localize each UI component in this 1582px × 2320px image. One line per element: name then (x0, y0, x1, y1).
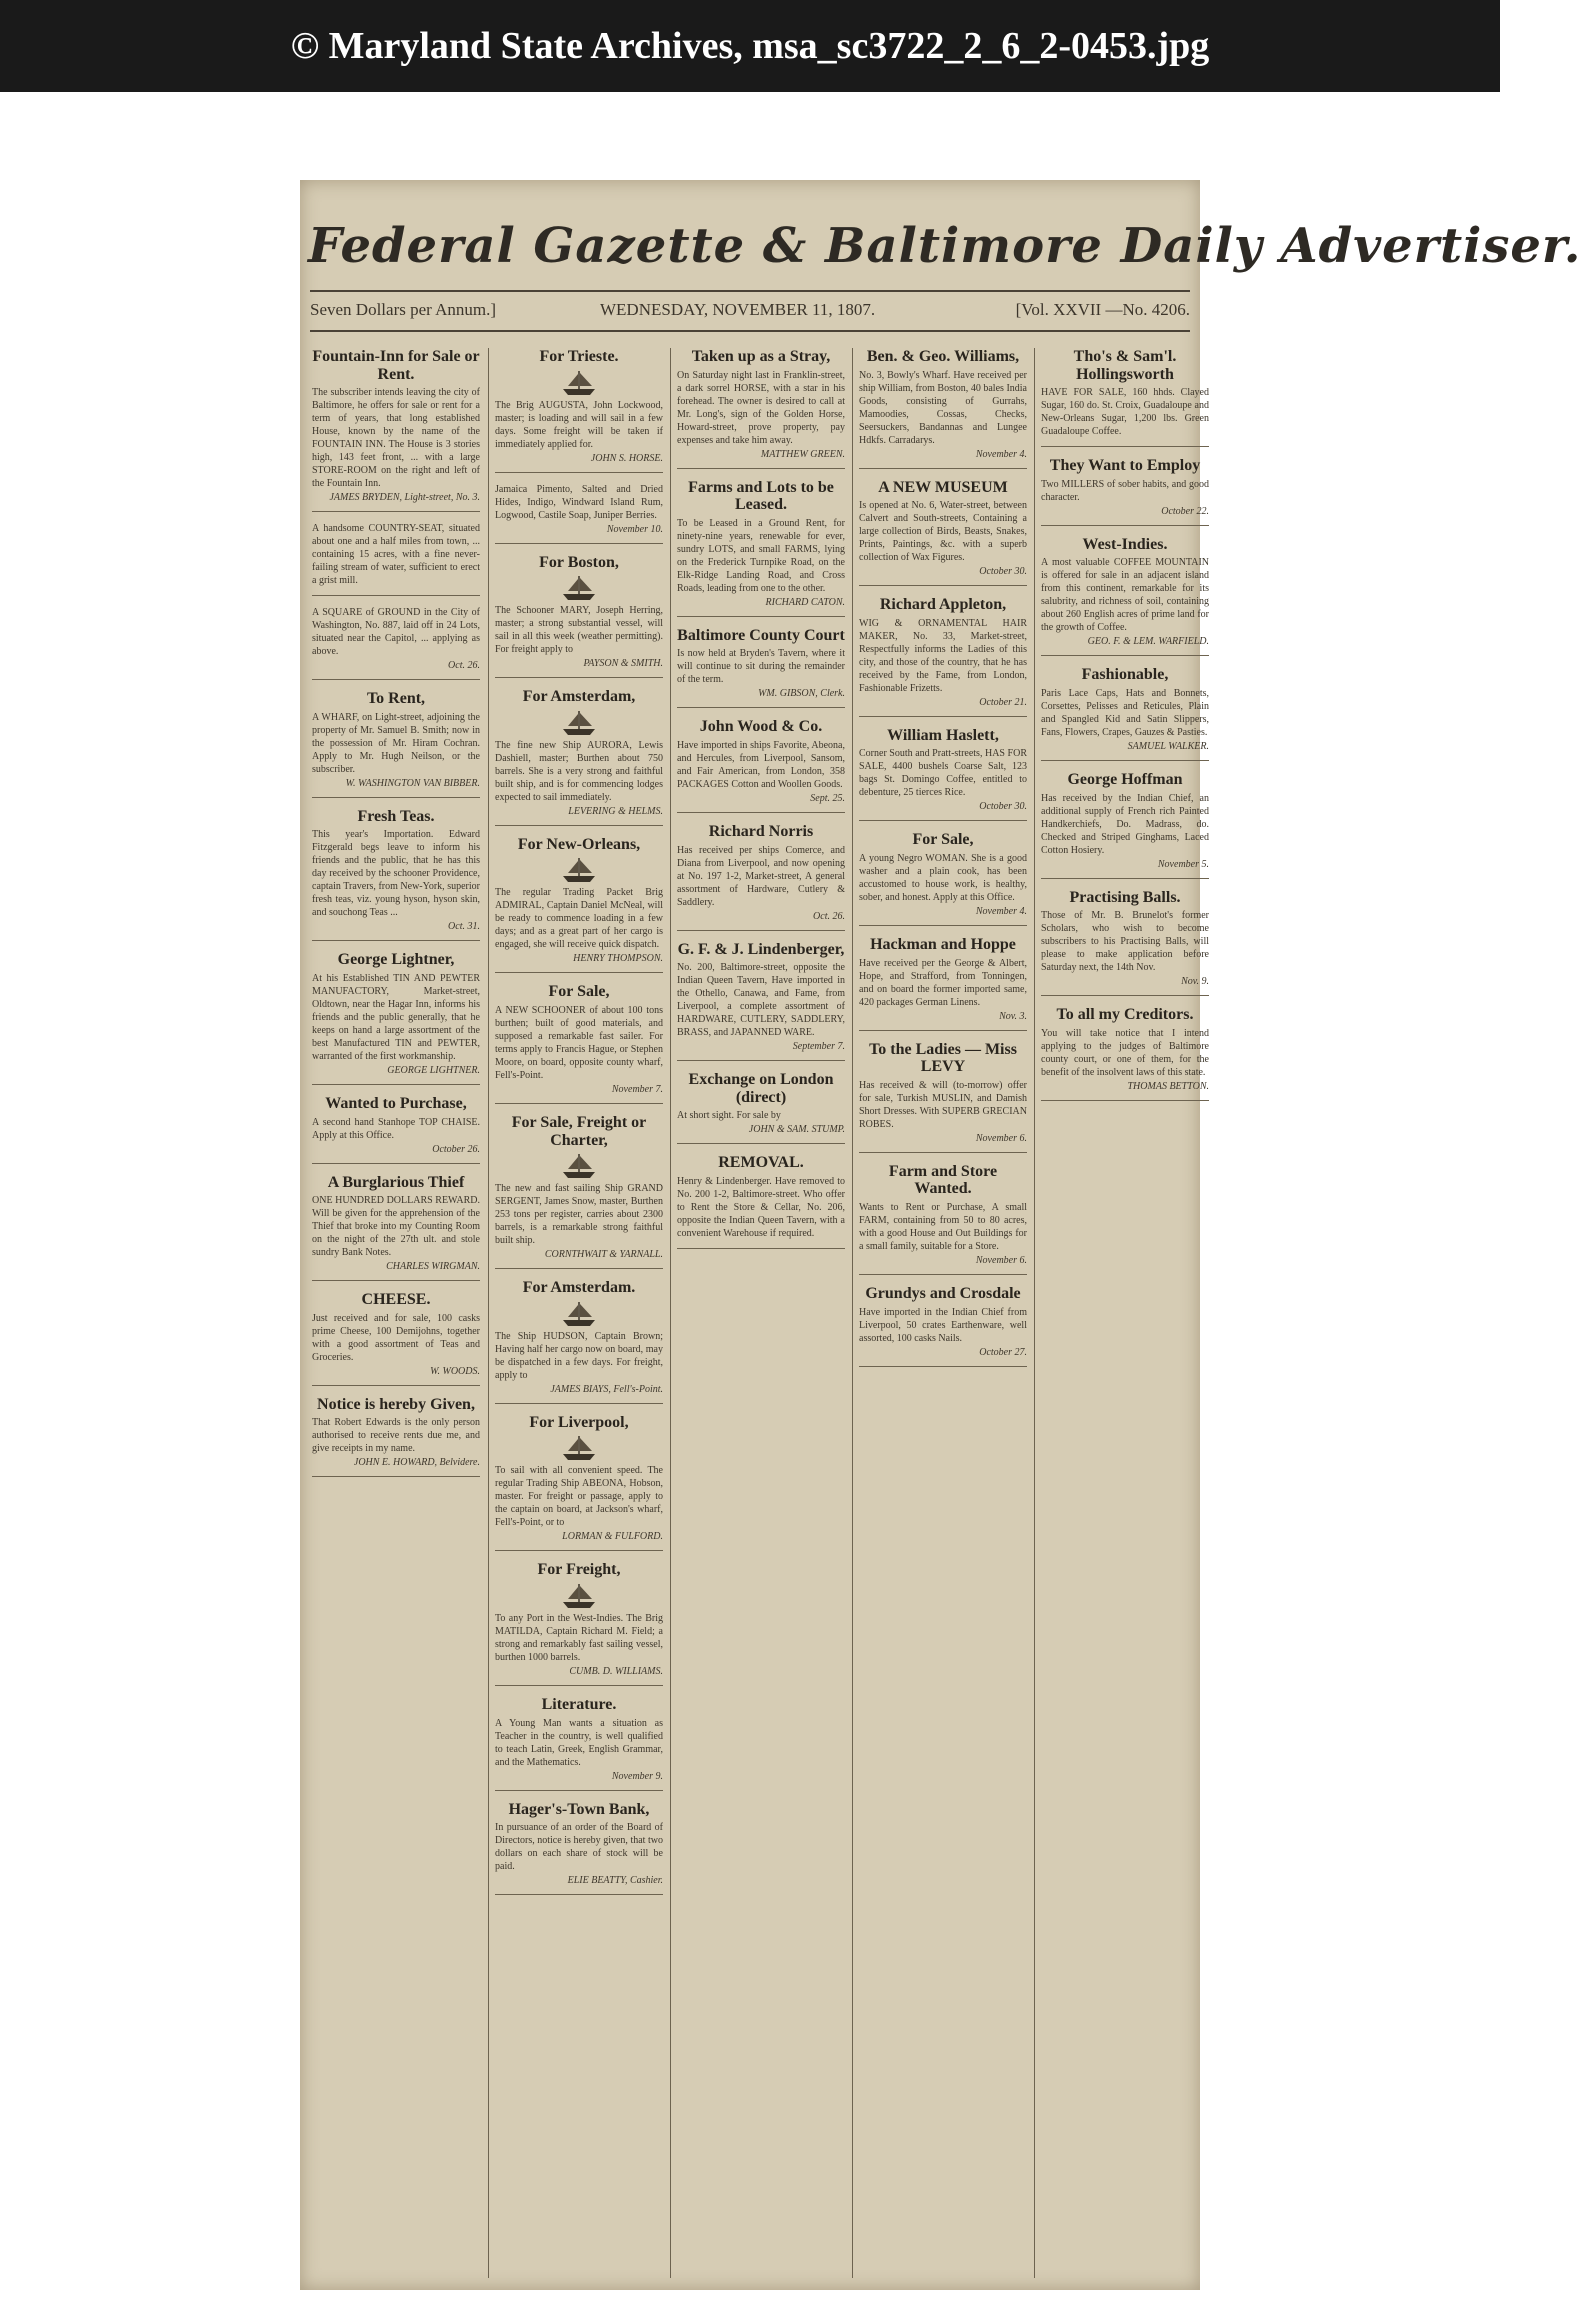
advertisement (1041, 771, 1209, 879)
ad-headline: Fountain-Inn for Sale or Rent. (312, 348, 480, 383)
ad-body-text: The subscriber intends leaving the city of Baltimore, he offers for sale or rent for a term of years, that long established House, known by the name of the FOUNTAIN INN. The House is 3 stories high, 143 feet front, ... with a large STORE-ROOM on the right and left of the Fountain Inn. (312, 387, 480, 490)
ad-headline: Fresh Teas. (357, 807, 435, 825)
ad-headline: George Hoffman (1067, 770, 1183, 788)
advertisement (677, 627, 845, 709)
ad-body-text: At his Established TIN AND PEWTER MANUFACTORY, Market-street, Oldtown, near the Hagar Inn, informs his friends and the public generally, that he keeps on hand a large assortment of the best Manufactured TIN and PEWTER, warranted of the first workmanship. (312, 972, 480, 1062)
ad-headline: For Sale, Freight or Charter, (511, 1113, 647, 1149)
ad-headline: To all my Creditors. (1056, 1006, 1194, 1024)
ad-headline: Fashionable, (1081, 666, 1169, 684)
ad-body-text: Corner South and Pratt-streets, HAS FOR SALE, 4400 bushels Coarse Salt, 123 bags St. Domingo Coffee, entitled to debenture, 25 tierces Rice. (859, 748, 1027, 799)
ad-headline: Grundys and Crosdale (865, 1284, 1021, 1302)
ad-headline: To Rent, (366, 690, 426, 708)
advertisement (495, 1801, 663, 1896)
ad-signature: October 26. (432, 1143, 480, 1155)
ad-body-text: Wants to Rent or Purchase, A small FARM, containing from 50 to 80 acres, with a good House and Out Buildings for a small family, suitable for a Store. (859, 1201, 1027, 1252)
ad-signature: JAMES BRYDEN, Light-street, No. 3. (329, 492, 480, 504)
volume-number: [Vol. XXVII —No. 4206. (1015, 300, 1190, 319)
ad-headline: For Sale, (912, 831, 974, 849)
advertisement (859, 936, 1027, 1031)
advertisement (495, 1696, 663, 1791)
column-2 (495, 348, 663, 2278)
ad-signature: WM. GIBSON, Clerk. (758, 688, 845, 700)
ad-signature: LEVERING & HELMS. (568, 805, 663, 817)
column-5 (1041, 348, 1209, 2278)
ship-woodcut-icon (559, 1300, 599, 1328)
advertisement (859, 348, 1027, 469)
ad-signature: PAYSON & SMITH. (583, 658, 663, 670)
ad-signature: SAMUEL WALKER. (1127, 740, 1209, 752)
ad-body-text: WIG & ORNAMENTAL HAIR MAKER, No. 33, Market-street, Respectfully informs the Ladies of this city, and those of the country, that he has received by the Fame, from London, Fashionable Frizetts. (859, 617, 1027, 694)
ad-headline: William Haslett, (887, 726, 999, 744)
ad-signature: W. WASHINGTON VAN BIBBER. (345, 777, 480, 789)
masthead-rule-bottom (310, 330, 1190, 332)
ad-signature: MATTHEW GREEN. (760, 448, 845, 460)
ad-signature: GEO. F. & LEM. WARFIELD. (1087, 636, 1209, 648)
advertisement (312, 1291, 480, 1386)
ad-headline: Richard Norris (708, 822, 814, 840)
advertisement (495, 1114, 663, 1269)
ad-headline: Hager's-Town Bank, (508, 1800, 650, 1818)
ad-headline: Hackman and Hoppe (870, 935, 1016, 953)
ad-headline: Tho's & Sam'l. Hollingsworth (1073, 348, 1177, 383)
advertisement (1041, 457, 1209, 526)
ad-body-text: No. 3, Bowly's Wharf. Have received per ship William, from Boston, 40 bales India Goods, consisting of Gurrahs, Mamoodies, Cossas, Checks, Seersuckers, Bandannas and Lungee Hdkfs. Carradarys. (859, 369, 1027, 446)
advertisement (312, 348, 480, 512)
ad-body-text: Have imported in the Indian Chief from Liverpool, 50 crates Earthenware, well assorted, 100 casks Nails. (859, 1306, 1027, 1344)
ad-signature: October 27. (979, 1346, 1027, 1358)
ad-signature: October 22. (1161, 505, 1209, 517)
ad-signature: THOMAS BETTON. (1127, 1080, 1209, 1092)
advertisement (312, 951, 480, 1085)
ad-signature: November 6. (975, 1132, 1027, 1144)
ad-headline: John Wood & Co. (699, 718, 823, 736)
newspaper-page (300, 180, 1582, 2290)
ad-headline: George Lightner, (337, 951, 455, 969)
advertisement (859, 1041, 1027, 1153)
advertisement (1041, 348, 1209, 447)
ad-signature: LORMAN & FULFORD. (562, 1531, 663, 1543)
ad-body-text: The new and fast sailing Ship GRAND SERGENT, James Snow, master, Burthen 253 tons per register, carries about 2300 barrels, is a remarkable strong faithful built ship. (495, 1183, 663, 1247)
ad-body-text: Has received per ships Comerce, and Diana from Liverpool, and now opening at No. 197 1-2, Market-street, A general assortment of Hardware, Cutlery & Saddlery. (677, 844, 845, 908)
advertisement (312, 1396, 480, 1478)
advertisement (859, 479, 1027, 587)
advertisement (677, 718, 845, 813)
ship-woodcut-icon (559, 709, 599, 737)
ad-body-text: Have received per the George & Albert, Hope, and Strafford, from Tonningen, and on board the former imported same, 420 packages German Linens. (859, 957, 1027, 1008)
ad-signature: ELIE BEATTY, Cashier. (567, 1875, 663, 1887)
ad-body-text: The Ship HUDSON, Captain Brown; Having half her cargo now on board, may be dispatched in a few days. For freight, apply to (495, 1330, 663, 1381)
advertisement (859, 1163, 1027, 1275)
ad-body-text: Has received by the Indian Chief, an additional supply of French rich Painted Handkerchiefs, Do. Madrass, do. Checked and Striped Ginghams, Laced Cotton Hosiery. (1041, 792, 1209, 856)
ship-woodcut-icon (559, 1434, 599, 1462)
issue-date: WEDNESDAY, NOVEMBER 11, 1807. (600, 300, 876, 319)
ad-headline: For Freight, (537, 1561, 621, 1579)
ad-body-text: Henry & Lindenberger. Have removed to No. 200 1-2, Baltimore-street. Who offer to Rent the Store & Cellar, No. 206, opposite the Indian Queen Tavern, with a convenient Warehouse if required. (677, 1175, 845, 1239)
ad-signature: RICHARD CATON. (765, 596, 845, 608)
advertisement (677, 1071, 845, 1144)
ad-body-text: Is now held at Bryden's Tavern, where it will continue to sit during the remainder of the term. (677, 648, 845, 686)
column-divider (1034, 348, 1035, 2278)
advertisement (312, 808, 480, 942)
advertisement (1041, 889, 1209, 997)
advertisement (677, 1154, 845, 1249)
ad-body-text: Two MILLERS of sober habits, and good character. (1041, 478, 1209, 503)
advertisement (312, 1174, 480, 1282)
ad-signature: GEORGE LIGHTNER. (387, 1064, 480, 1076)
advertisement (1041, 536, 1209, 657)
advertisement (312, 690, 480, 798)
ad-headline: To the Ladies — Miss LEVY (869, 1040, 1017, 1076)
advertisement (495, 1414, 663, 1552)
ad-signature: JAMES BIAYS, Fell's-Point. (550, 1383, 663, 1395)
ad-body-text: To be Leased in a Ground Rent, for ninety-nine years, renewable for ever, sundry LOTS, and small FARMS, lying on the Frederick Turnpike Road, on the Elk-Ridge Landing Road, and Cross Roads, leading from one to the other. (677, 517, 845, 594)
advertisement (1041, 1006, 1209, 1101)
advertisement (495, 836, 663, 974)
ad-signature: JOHN & SAM. STUMP. (748, 1124, 845, 1136)
column-divider (852, 348, 853, 2278)
ad-body-text: A young Negro WOMAN. She is a good washer and a plain cook, has been accustomed to house work, is healthy, sober, and honest. Apply at this Office. (859, 852, 1027, 903)
ship-woodcut-icon (559, 1152, 599, 1180)
ad-signature: November 9. (611, 1770, 663, 1782)
ad-signature: November 10. (606, 523, 663, 535)
ad-headline: For Liverpool, (529, 1413, 629, 1431)
ad-signature: Oct. 31. (448, 921, 480, 933)
masthead-rule-top (310, 290, 1190, 292)
ad-headline: They Want to Employ (1049, 457, 1201, 475)
ad-signature: CHARLES WIRGMAN. (386, 1261, 480, 1273)
ad-headline: A NEW MUSEUM (878, 478, 1008, 496)
ad-headline: Taken up as a Stray, (691, 348, 831, 365)
ad-headline: Richard Appleton, (879, 596, 1007, 614)
ad-body-text: A NEW SCHOONER of about 100 tons burthen; built of good materials, and supposed a remarkable fast sailer. For terms apply to Francis Hague, or Stephen Moore, on board, opposite county wharf, Fell's-Point. (495, 1004, 663, 1081)
ad-signature: October 30. (979, 566, 1027, 578)
ad-body-text: Just received and for sale, 100 casks prime Cheese, 100 Demijohns, together with a good assortment of Teas and Groceries. (312, 1312, 480, 1363)
advertisement (859, 1285, 1027, 1367)
advertisement (495, 1561, 663, 1686)
ad-headline: Farm and Store Wanted. (888, 1162, 998, 1198)
ship-woodcut-icon (559, 1582, 599, 1610)
ad-body-text: The Schooner MARY, Joseph Herring, master; a strong substantial vessel, will sail in all this week (weather permitting). For freight apply to (495, 605, 663, 656)
advertisement (677, 941, 845, 1062)
ad-headline: CHEESE. (361, 1291, 431, 1309)
advertisement (495, 688, 663, 826)
ad-body-text: ONE HUNDRED DOLLARS REWARD. Will be given for the apprehension of the Thief that broke into my Counting Room on the night of the 27th ult. and stole sundry Bank Notes. (312, 1195, 480, 1259)
ship-woodcut-icon (559, 856, 599, 884)
ad-body-text: On Saturday night last in Franklin-street, a dark sorrel HORSE, with a star in his forehead. The owner is desired to call at Mr. Long's, sign of the Golden Horse, Howard-street, prove property, pay expenses and take him away. (677, 369, 845, 446)
ad-body-text: Is opened at No. 6, Water-street, between Calvert and South-streets, Containing a large collection of Birds, Beasts, Snakes, Prints, Paintings, &c. with a superb collection of Wax Figures. (859, 500, 1027, 564)
ad-headline: REMOVAL. (718, 1154, 804, 1172)
advertisement (677, 348, 845, 469)
ad-signature: October 30. (979, 801, 1027, 813)
advertisement (312, 606, 480, 680)
ad-signature: CUMB. D. WILLIAMS. (569, 1665, 663, 1677)
ad-body-text: That Robert Edwards is the only person authorised to receive rents due me, and give receipts in my name. (312, 1417, 480, 1455)
ad-signature: November 4. (975, 905, 1027, 917)
advertisement (312, 522, 480, 596)
advertisement (495, 348, 663, 473)
ship-woodcut-icon (559, 369, 599, 397)
ad-signature: W. WOODS. (430, 1365, 480, 1377)
advertisement (677, 479, 845, 617)
advertisement (677, 823, 845, 931)
ad-headline: For Amsterdam, (522, 688, 636, 706)
ad-headline: For Boston, (539, 553, 619, 571)
ad-headline: Baltimore County Court (677, 626, 845, 644)
ad-body-text: Those of Mr. B. Brunelot's former Scholars, who wish to become subscribers to his Practising Balls, will please to make application before Saturday next, the 14th Nov. (1041, 910, 1209, 974)
advertisement (859, 831, 1027, 926)
ad-headline: Practising Balls. (1069, 888, 1181, 906)
ad-signature: JOHN S. HORSE. (590, 452, 663, 464)
ad-body-text: Has received & will (to-morrow) offer for sale, Turkish MUSLIN, and Damish Short Dresses. With SUPERB GRECIAN ROBES. (859, 1079, 1027, 1130)
ad-signature: November 5. (1157, 858, 1209, 870)
ad-body-text: The Brig AUGUSTA, John Lockwood, master; is loading and will sail in a few days. Some freight will be taken if immediately applied for. (495, 399, 663, 450)
ad-headline: Wanted to Purchase, (325, 1094, 467, 1112)
ad-signature: Nov. 3. (999, 1010, 1027, 1022)
ad-headline: Farms and Lots to be Leased. (688, 478, 834, 514)
ad-headline: Ben. & Geo. Williams, (866, 348, 1020, 365)
ad-signature: November 7. (611, 1083, 663, 1095)
ad-body-text: A WHARF, on Light-street, adjoining the property of Mr. Samuel B. Smith; now in the possession of Mr. Hiram Cochran. Apply to Mr. Hugh Neilson, or the subscriber. (312, 711, 480, 775)
ad-signature: HENRY THOMPSON. (573, 953, 663, 965)
advertisement (495, 983, 663, 1104)
newspaper-title: Federal Gazette & Baltimore Daily Advertiser. (308, 218, 1582, 274)
ad-signature: Oct. 26. (813, 910, 845, 922)
ad-headline: Literature. (541, 1695, 617, 1713)
advertisement (495, 483, 663, 544)
ad-signature: Sept. 25. (810, 792, 845, 804)
ad-headline: West-Indies. (1082, 535, 1168, 553)
ad-body-text: HAVE FOR SALE, 160 hhds. Clayed Sugar, 160 do. St. Croix, Guadaloupe and New-Orleans Sugar, 1,200 lbs. Green Guadaloupe Coffee. (1041, 387, 1209, 438)
ad-headline: For Sale, (548, 983, 610, 1001)
advertisement (1041, 666, 1209, 761)
dateline (310, 296, 1190, 324)
ad-body-text: In pursuance of an order of the Board of Directors, notice is hereby given, that two dollars on each share of stock will be paid. (495, 1822, 663, 1873)
advertisement (312, 1095, 480, 1164)
column-divider (670, 348, 671, 2278)
column-3 (677, 348, 845, 2278)
advertisement (495, 1279, 663, 1404)
ad-body-text: Jamaica Pimento, Salted and Dried Hides, Indigo, Windward Island Rum, Logwood, Castile Soap, Juniper Berries. (495, 483, 663, 521)
column-divider (488, 348, 489, 2278)
ad-signature: Oct. 26. (448, 660, 480, 672)
ad-signature: October 21. (979, 696, 1027, 708)
column-4 (859, 348, 1027, 2278)
ad-signature: Nov. 9. (1181, 976, 1209, 988)
ad-body-text: A handsome COUNTRY-SEAT, situated about one and a half miles from town, ... containing 15 acres, with a fine never-failing stream of water, sufficient to erect a grist mill. (312, 523, 480, 587)
advertisement (495, 554, 663, 679)
ad-body-text: A SQUARE of GROUND in the City of Washington, No. 887, laid off in 24 Lots, situated near the Capitol, ... applying as above. (312, 607, 480, 658)
ad-body-text: Paris Lace Caps, Hats and Bonnets, Corsettes, Pelisses and Reticules, Plain and Spangled Kid and Satin Slippers, Fans, Flowers, Crapes, Gauzes & Pasties. (1041, 687, 1209, 738)
ad-body-text: You will take notice that I intend applying to the judges of Baltimore county court, or one of them, for the benefit of the insolvent laws of this state. (1041, 1027, 1209, 1078)
ad-signature: September 7. (792, 1041, 845, 1053)
ad-signature: November 4. (975, 448, 1027, 460)
ad-headline: Exchange on London (direct) (688, 1071, 834, 1106)
ad-body-text: A Young Man wants a situation as Teacher in the country, is well qualified to teach Latin, Greek, English Grammar, and the Mathematics. (495, 1717, 663, 1768)
ad-headline: G. F. & J. Lindenberger, (677, 940, 845, 958)
column-1 (312, 348, 480, 2278)
archive-banner: © Maryland State Archives, msa_sc3722_2_6_2-0453.jpg (0, 0, 1500, 92)
ad-signature: CORNTHWAIT & YARNALL. (544, 1249, 663, 1261)
ad-body-text: A second hand Stanhope TOP CHAISE. Apply at this Office. (312, 1116, 480, 1141)
ad-signature: November 6. (975, 1254, 1027, 1266)
ad-headline: For New-Orleans, (517, 835, 641, 853)
advertisement (859, 596, 1027, 717)
ad-body-text: To sail with all convenient speed. The regular Trading Ship ABEONA, Hobson, master. For freight or passage, apply to the captain on board, at Jackson's wharf, Fell's-Point, or to (495, 1465, 663, 1529)
ad-body-text: A most valuable COFFEE MOUNTAIN is offered for sale in an adjacent island from this continent, remarkable for its salubrity, and richness of soil, containing about 260 English acres of prime land for the growth of Coffee. (1041, 557, 1209, 634)
ad-body-text: This year's Importation. Edward Fitzgerald begs leave to inform his friends and the public, that he has this day received by the schooner Providence, captain Travers, from New-York, superior fresh teas, viz. young hyson, hyson skin, and souchong Teas ... (312, 829, 480, 919)
ad-body-text: The fine new Ship AURORA, Lewis Dashiell, master; Burthen about 750 barrels. She is a very strong and faithful built ship, and is for commencing lodges expected to sail immediately. (495, 739, 663, 803)
ad-body-text: At short sight. For sale by (677, 1110, 781, 1122)
subscription-price: Seven Dollars per Annum.] (310, 300, 497, 319)
ad-body-text: To any Port in the West-Indies. The Brig MATILDA, Captain Richard M. Field; a strong and remarkably fast sailing vessel, burthen 1000 barrels. (495, 1612, 663, 1663)
ad-headline: For Trieste. (539, 348, 619, 365)
ad-body-text: The regular Trading Packet Brig ADMIRAL, Captain Daniel McNeal, will be ready to commence loading in a few days; and as a great part of her cargo is engaged, she will receive quick dispatch. (495, 887, 663, 951)
ad-headline: A Burglarious Thief (327, 1173, 465, 1191)
ad-headline: Notice is hereby Given, (317, 1395, 475, 1413)
advertisement (859, 727, 1027, 822)
ad-headline: For Amsterdam. (522, 1279, 636, 1297)
ad-body-text: Have imported in ships Favorite, Abeona, and Hercules, from Liverpool, Sansom, and Fair American, from London, 358 PACKAGES Cotton and Woollen Goods. (677, 739, 845, 790)
ad-signature: JOHN E. HOWARD, Belvidere. (353, 1457, 480, 1469)
ad-body-text: No. 200, Baltimore-street, opposite the Indian Queen Tavern, Have imported in the Othello, Canawa, and Fame, from Liverpool, a complete assortment of HARDWARE, CUTLERY, SADDLERY, BRASS, and JAPANNED WARE. (677, 962, 845, 1039)
ship-woodcut-icon (559, 574, 599, 602)
